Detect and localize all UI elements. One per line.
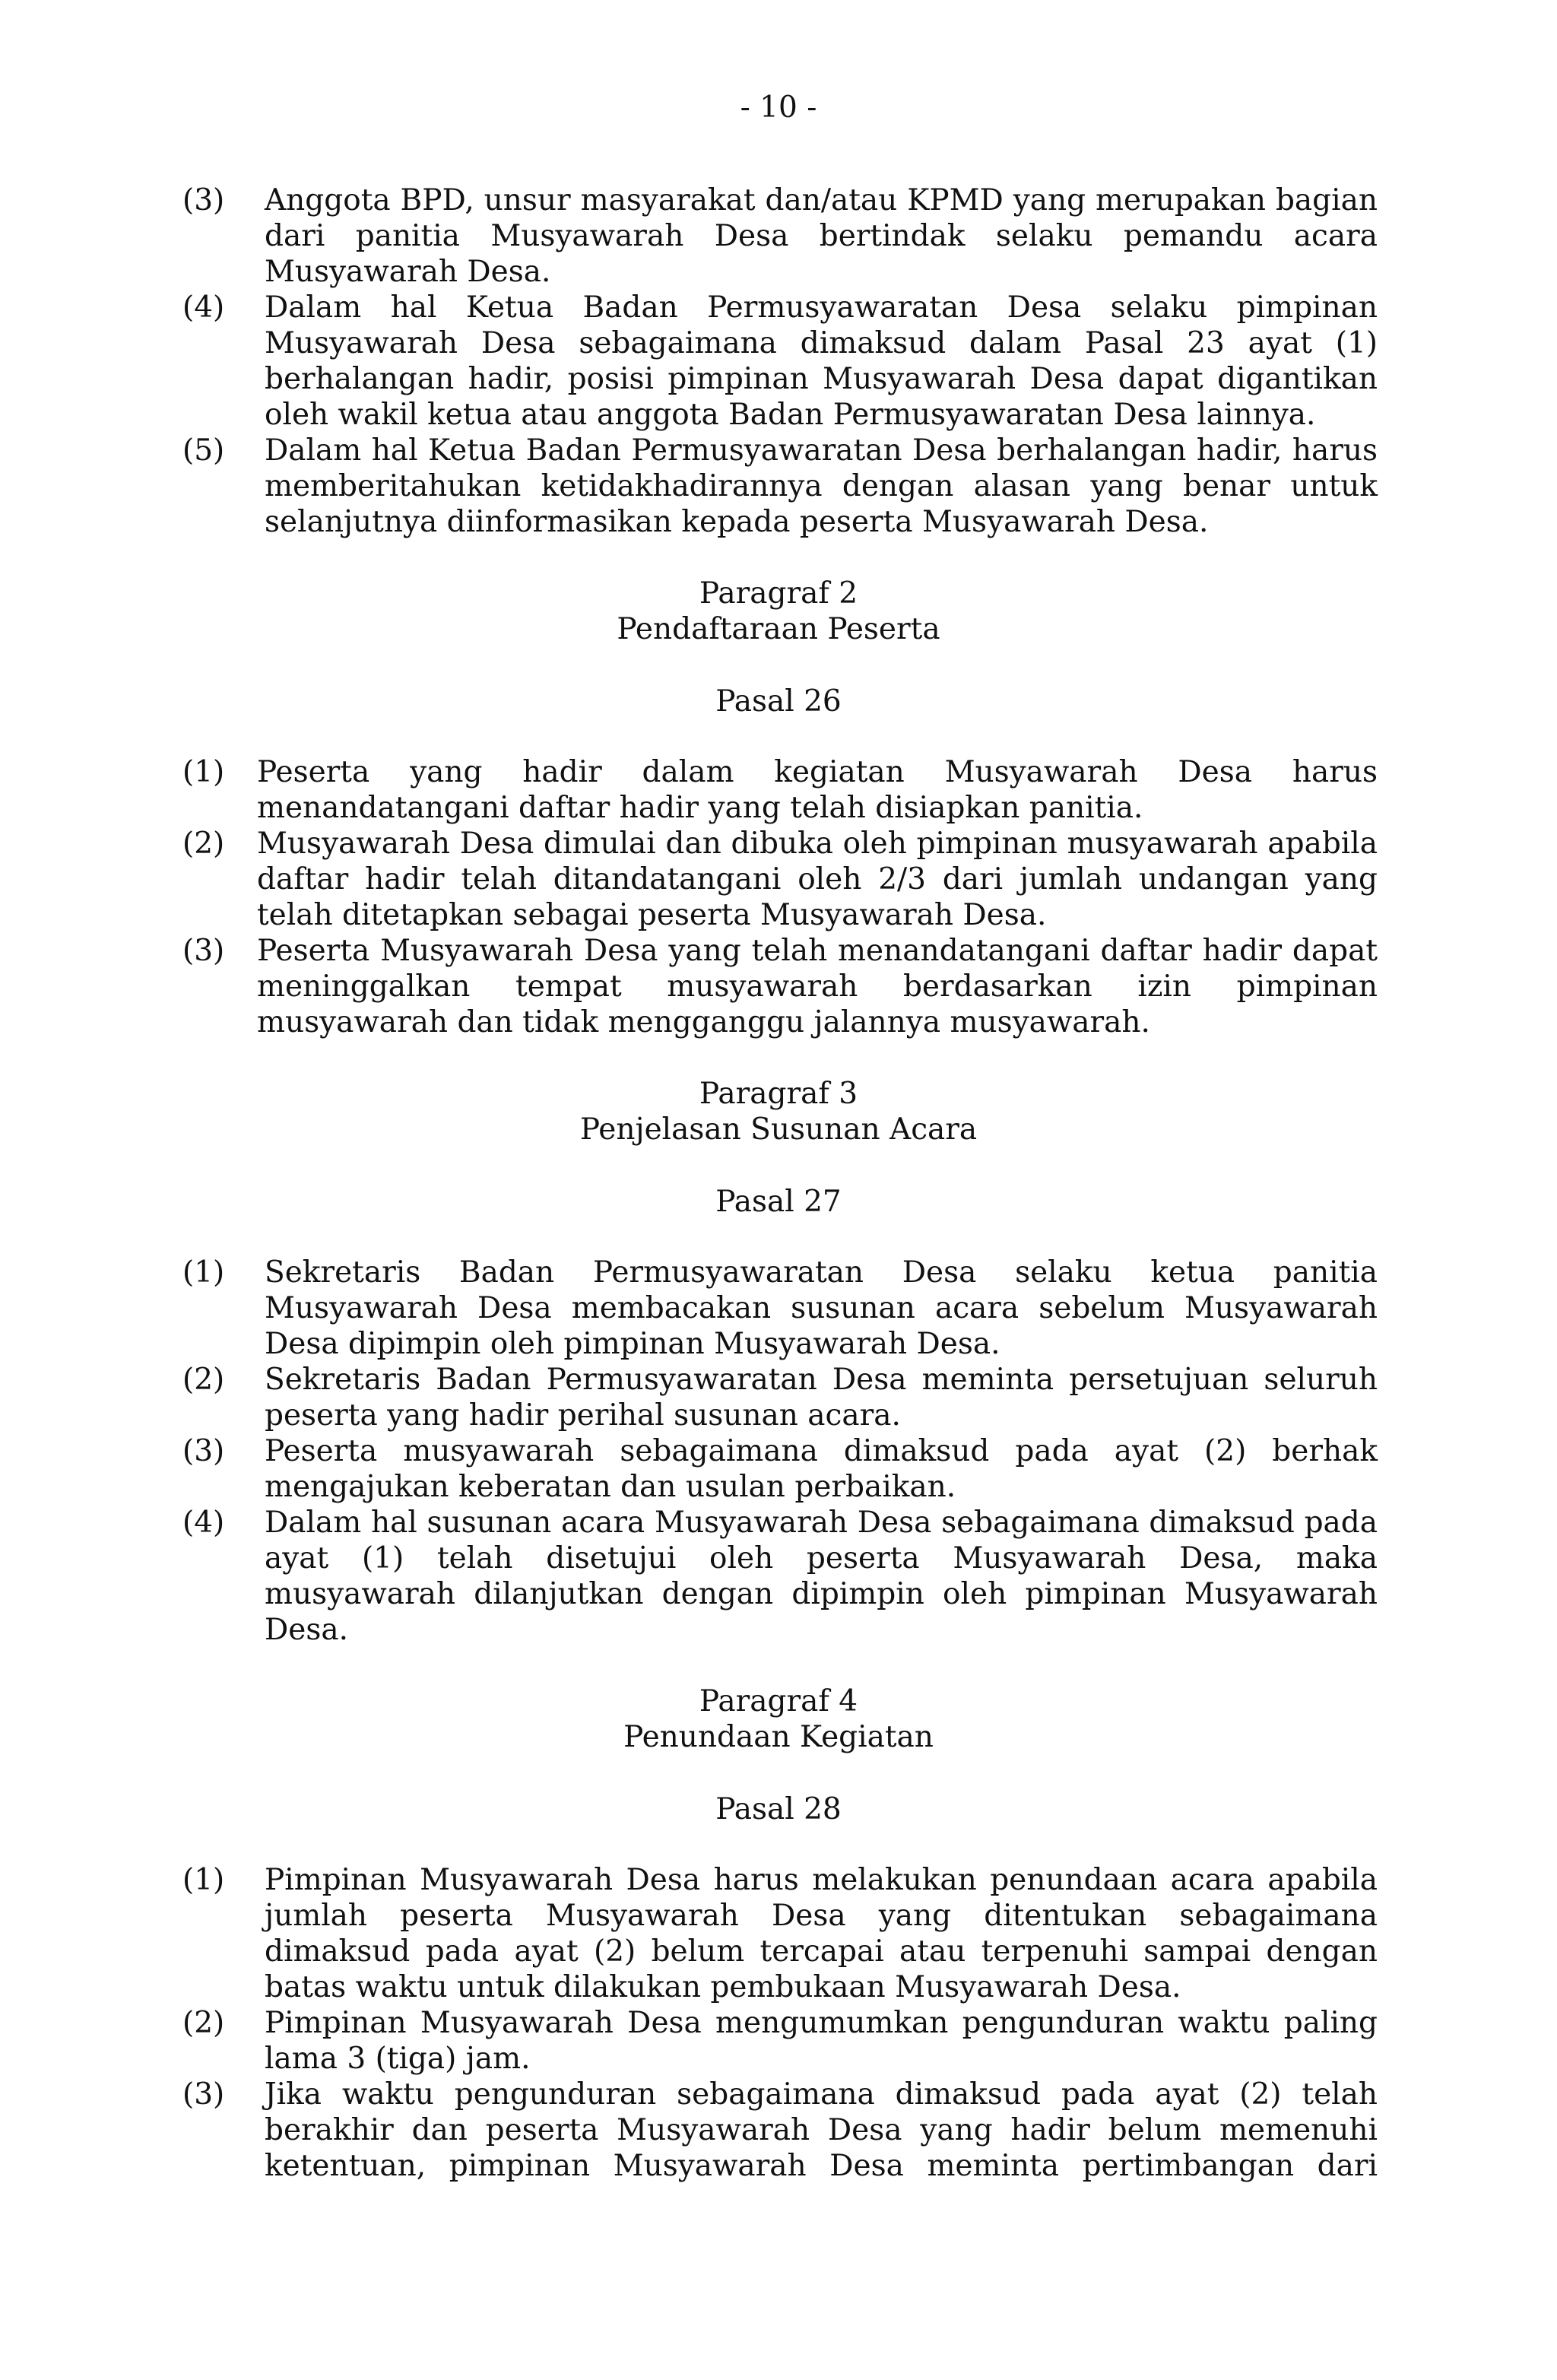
pasal-heading: Pasal 28	[715, 1792, 842, 1826]
document-body	[182, 182, 1378, 2184]
list-item	[182, 433, 1378, 540]
list-item	[182, 1505, 1378, 1648]
item-text: Pimpinan Musyawarah Desa mengumumkan pengunduran waktu paling lama 3 (tiga) jam.	[265, 2006, 1378, 2076]
pasal-heading: Pasal 26	[715, 684, 842, 719]
list-item	[182, 1362, 1378, 1433]
item-number: (2)	[182, 1363, 225, 1397]
list-item	[182, 1433, 1378, 1505]
item-number: (5)	[182, 433, 225, 468]
item-text: Sekretaris Badan Permusyawaratan Desa selaku ketua panitia Musyawarah Desa membacakan susunan acara sebelum Musyawarah Desa dipimpin oleh pimpinan Musyawarah Desa.	[265, 1255, 1378, 1361]
item-number: (3)	[182, 934, 225, 968]
item-text: Musyawarah Desa dimulai dan dibuka oleh pimpinan musyawarah apabila daftar hadir telah ditandatangani oleh 2/3 dari jumlah undangan yang telah ditetapkan sebagai peserta Musyawarah Desa.	[257, 827, 1378, 932]
paragraf-title: Penundaan Kegiatan	[623, 1720, 934, 1754]
item-text: Sekretaris Badan Permusyawaratan Desa meminta persetujuan seluruh peserta yang hadir perihal susunan acara.	[265, 1363, 1378, 1433]
paragraf-heading: Paragraf 4	[699, 1684, 858, 1718]
list-item	[182, 1862, 1378, 2005]
paragraf-heading: Paragraf 2	[699, 576, 858, 611]
item-number: (1)	[182, 1863, 225, 1897]
item-text: Anggota BPD, unsur masyarakat dan/atau KPMD yang merupakan bagian dari panitia Musyawarah Desa bertindak selaku pemandu acara Musyawarah Desa.	[265, 183, 1378, 289]
pasal-heading: Pasal 27	[715, 1185, 842, 1219]
item-number: (3)	[182, 2077, 225, 2112]
section-continuation	[182, 182, 1378, 540]
paragraf-title: Pendaftaraan Peserta	[617, 612, 940, 646]
item-text: Pimpinan Musyawarah Desa harus melakukan penundaan acara apabila jumlah peserta Musyawarah Desa yang ditentukan sebagaimana dimaksud pada ayat (2) belum tercapai atau terpenuhi sampai dengan batas waktu untuk dilakukan pembukaan Musyawarah Desa.	[265, 1863, 1378, 2004]
list-item	[182, 933, 1378, 1040]
page-number: - 10 -	[740, 90, 817, 125]
item-text: Peserta Musyawarah Desa yang telah menandatangani daftar hadir dapat meninggalkan tempat musyawarah berdasarkan izin pimpinan musyawarah dan tidak mengganggu jalannya musyawarah.	[257, 934, 1378, 1039]
list-item	[182, 290, 1378, 433]
item-text: Dalam hal Ketua Badan Permusyawaratan Desa berhalangan hadir, harus memberitahukan ketidakhadirannya dengan alasan yang benar untuk selanjutnya diinformasikan kepada peserta Musyawarah Desa.	[265, 433, 1378, 539]
item-text: Peserta yang hadir dalam kegiatan Musyawarah Desa harus menandatangani daftar hadir yang telah disiapkan panitia.	[257, 755, 1378, 825]
section-paragraf-3	[182, 1076, 1378, 1648]
list-item	[182, 182, 1378, 290]
item-number: (4)	[182, 1506, 225, 1540]
item-text: Dalam hal susunan acara Musyawarah Desa sebagaimana dimaksud pada ayat (1) telah disetujui oleh peserta Musyawarah Desa, maka musyawarah dilanjutkan dengan dipimpin oleh pimpinan Musyawarah Desa.	[265, 1506, 1378, 1647]
item-text: Jika waktu pengunduran sebagaimana dimaksud pada ayat (2) telah berakhir dan peserta Musyawarah Desa yang hadir belum memenuhi ketentuan, pimpinan Musyawarah Desa meminta pertimbangan dari	[265, 2077, 1378, 2183]
item-number: (2)	[182, 827, 225, 861]
list-item	[182, 826, 1378, 933]
item-number: (2)	[182, 2006, 225, 2040]
list-item	[182, 754, 1378, 826]
item-number: (1)	[182, 755, 225, 789]
paragraf-heading: Paragraf 3	[699, 1077, 858, 1111]
item-number: (1)	[182, 1255, 225, 1290]
item-number: (3)	[182, 1434, 225, 1468]
list-item	[182, 2077, 1378, 2184]
section-paragraf-2	[182, 576, 1378, 1040]
item-number: (3)	[182, 183, 225, 217]
item-number: (4)	[182, 290, 225, 325]
list-item	[182, 1255, 1378, 1362]
item-text: Dalam hal Ketua Badan Permusyawaratan Desa selaku pimpinan Musyawarah Desa sebagaimana dimaksud dalam Pasal 23 ayat (1) berhalangan hadir, posisi pimpinan Musyawarah Desa dapat digantikan oleh wakil ketua atau anggota Badan Permusyawaratan Desa lainnya.	[265, 290, 1378, 432]
list-item	[182, 2005, 1378, 2077]
paragraf-title: Penjelasan Susunan Acara	[579, 1112, 978, 1147]
item-text: Peserta musyawarah sebagaimana dimaksud pada ayat (2) berhak mengajukan keberatan dan usulan perbaikan.	[265, 1434, 1378, 1504]
section-paragraf-4	[182, 1683, 1378, 2184]
